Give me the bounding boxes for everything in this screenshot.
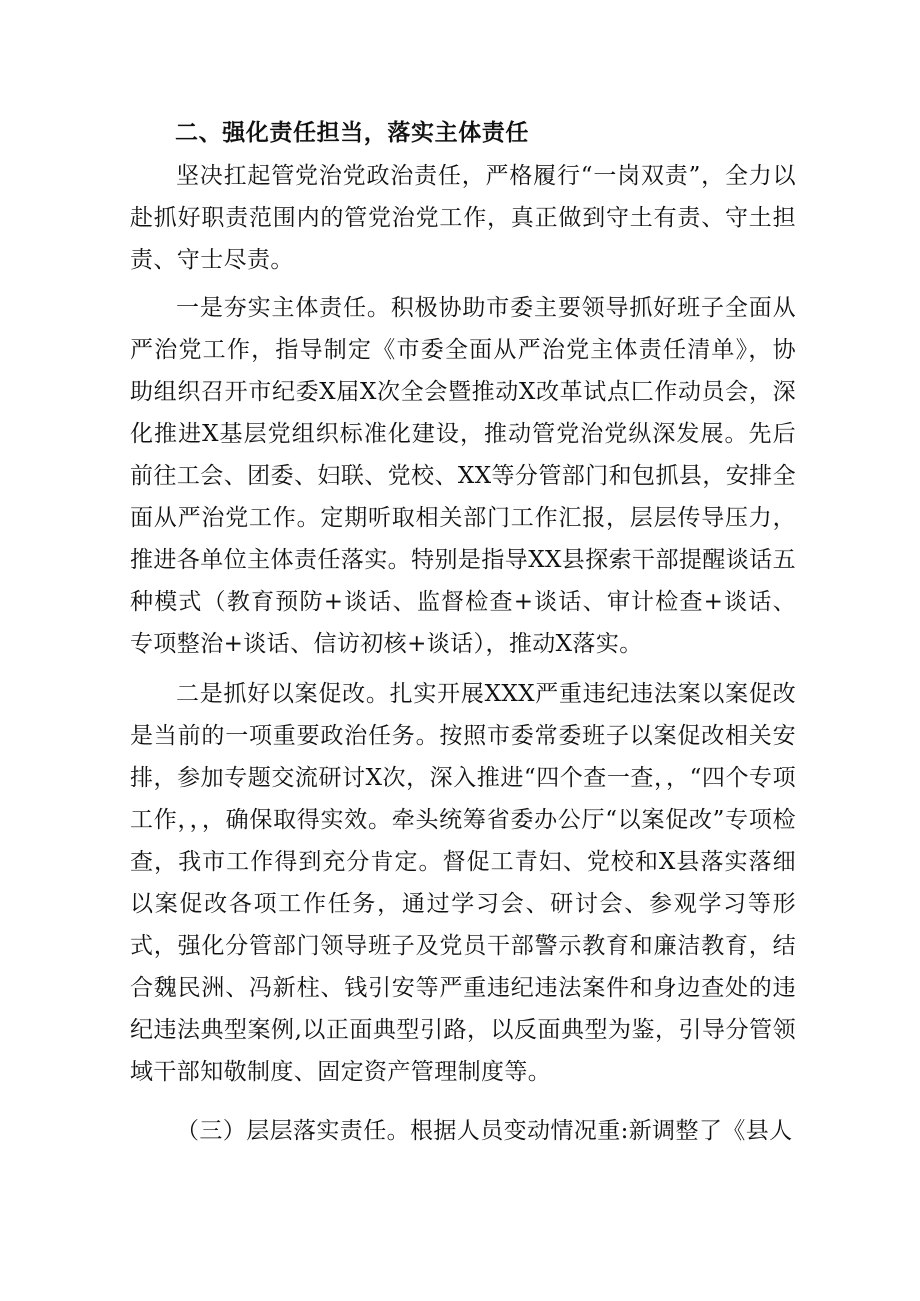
paragraph-2-block [130, 287, 796, 665]
paragraph-4-block [130, 1110, 796, 1152]
paragraph-1-block [130, 155, 796, 281]
paragraph-intro: 坚决扛起管党治党政治责任，严格履行“一岗双责”，全力以赴抓好职责范围内的管党治党工作，真正做到守土有责、守土担责、守士尽责。 [130, 163, 796, 273]
paragraph-layered-responsibility: （三）层层落实责任。根据人员变动情况重:新调整了《县人 [176, 1118, 793, 1144]
paragraph-case-reform: 二是抓好以案促改。扎实开展XXX严重违纪违法案以案促改是当前的一项重要政治任务。按照市委常委班子以案促改相关安排，参加专题交流研讨X次，深入推进“四个查一查，，“四个专项工作，，，确保取得实效。牵头统筹省委办公厅“以案促改”专项检查，我市工作得到充分肯定。督促工青妇、党校和X县落实落细以案促改各项工作任务，通过学习会、研讨会、参观学习等形式，强化分管部门领导班子及党员干部警示教育和廉洁教育，结合魏民洲、冯新柱、钱引安等严重违纪违法案件和身边查处的违纪违法典型案例,以正面典型引路，以反面典型为鉴，引导分管领域干部知敬制度、固定资产管理制度等。 [130, 681, 796, 1085]
section-heading: 二、强化责任担当，落实主体责任 [175, 119, 529, 146]
paragraph-3-block [130, 673, 796, 1093]
paragraph-consolidate-responsibility: 一是夯实主体责任。积极协助市委主要领导抓好班子全面从严治党工作，指导制定《市委全面从严治党主体责任清单》，协助组织召开市纪委X届X次全会暨推动X改革试点匚作动员会，深化推进X基层党组织标准化建设，推动管党治党纵深发展。先后前往工会、团委、妇联、党校、XX等分管部门和包抓县，安排全面从严治党工作。定期听取相关部门工作汇报，层层传导压力，推进各单位主体责任落实。特别是指导XX县探索干部提醒谈话五种模式（教育预防+谈话、监督检查+谈话、审计检查+谈话、专项整治+谈话、信访初核+谈话），推动X落实。 [130, 295, 796, 657]
